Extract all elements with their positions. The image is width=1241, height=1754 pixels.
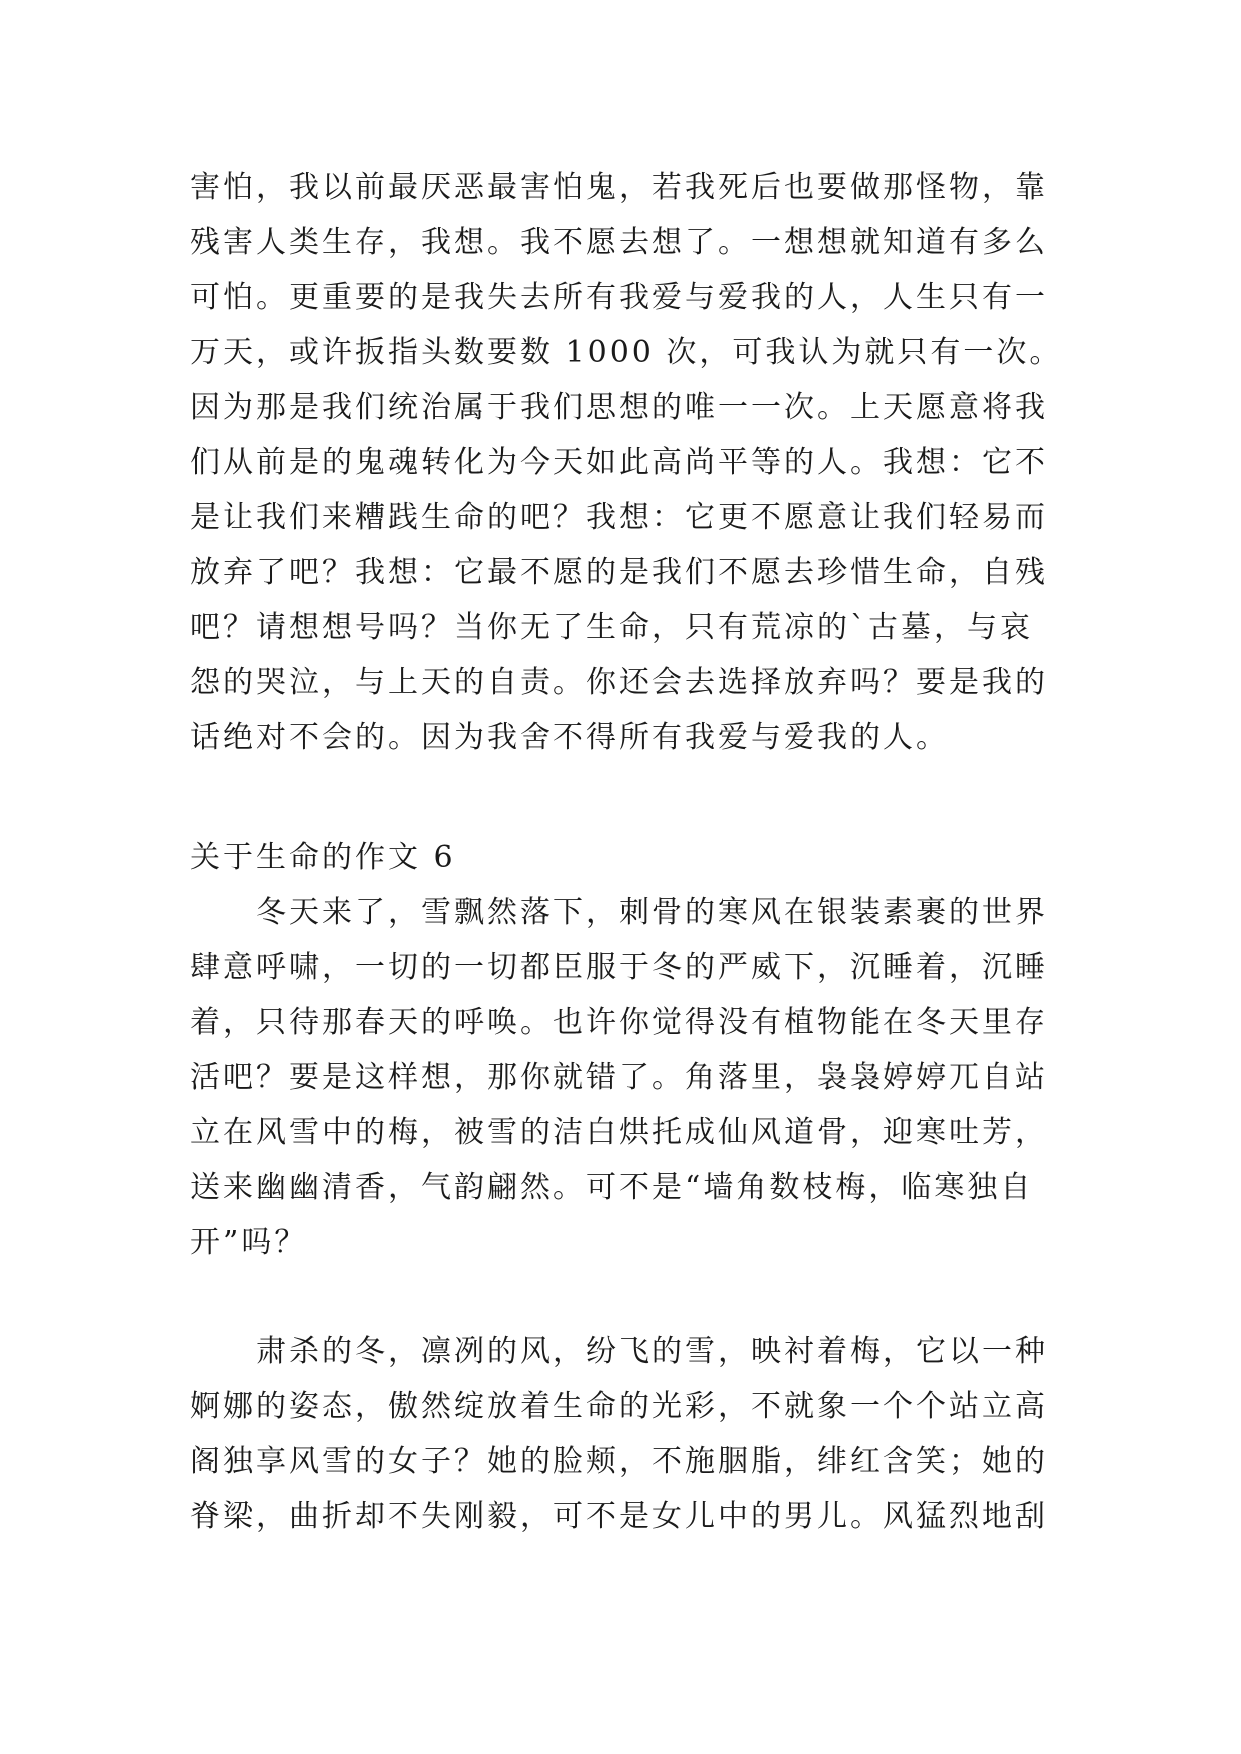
text-line: 万天，或许扳指头数要数 1000 次，可我认为就只有一次。 (190, 335, 1063, 370)
text-line: 是让我们来糟践生命的吧？我想：它更不愿意让我们轻易而 (190, 500, 1048, 535)
text-line: 吧？请想想号吗？当你无了生命，只有荒凉的`古墓，与哀 (190, 610, 1033, 645)
text-line: 可怕。更重要的是我失去所有我爱与爱我的人，人生只有一 (190, 280, 1048, 315)
text-line: 残害人类生存，我想。我不愿去想了。一想想就知道有多么 (190, 225, 1048, 260)
section-essay-6 (190, 830, 1070, 1270)
text-line: 阁独享风雪的女子？她的脸颊，不施胭脂，绯红含笑；她的 (190, 1444, 1048, 1479)
text-line: 肆意呼啸，一切的一切都臣服于冬的严威下，沉睡着，沉睡 (190, 950, 1048, 985)
paragraph-continuation (190, 160, 1070, 765)
text-line: 活吧？要是这样想，那你就错了。角落里，袅袅婷婷兀自站 (190, 1060, 1048, 1095)
section-heading: 关于生命的作文 6 (190, 840, 456, 875)
text-line: 脊梁，曲折却不失刚毅，可不是女儿中的男儿。风猛烈地刮 (190, 1499, 1048, 1534)
text-line: 话绝对不会的。因为我舍不得所有我爱与爱我的人。 (190, 720, 949, 755)
paragraph-plum (190, 1324, 1070, 1544)
text-line: 冬天来了，雪飘然落下，刺骨的寒风在银装素裹的世界 (256, 895, 1048, 930)
text-line: 们从前是的鬼魂转化为今天如此高尚平等的人。我想：它不 (190, 445, 1048, 480)
text-line: 放弃了吧？我想：它最不愿的是我们不愿去珍惜生命，自残 (190, 555, 1048, 590)
text-line: 送来幽幽清香，气韵翩然。可不是“墙角数枝梅，临寒独自 (190, 1170, 1034, 1205)
text-line: 开”吗？ (190, 1225, 308, 1260)
text-line: 立在风雪中的梅，被雪的洁白烘托成仙风道骨，迎寒吐芳， (190, 1115, 1048, 1150)
text-line: 肃杀的冬，凛冽的风，纷飞的雪，映衬着梅，它以一种 (256, 1334, 1048, 1369)
text-line: 害怕，我以前最厌恶最害怕鬼，若我死后也要做那怪物，靠 (190, 170, 1048, 205)
text-line: 因为那是我们统治属于我们思想的唯一一次。上天愿意将我 (190, 390, 1048, 425)
text-line: 婀娜的姿态，傲然绽放着生命的光彩，不就象一个个站立高 (190, 1389, 1048, 1424)
text-line: 着，只待那春天的呼唤。也许你觉得没有植物能在冬天里存 (190, 1005, 1048, 1040)
text-line: 怨的哭泣，与上天的自责。你还会去选择放弃吗？要是我的 (190, 665, 1048, 700)
